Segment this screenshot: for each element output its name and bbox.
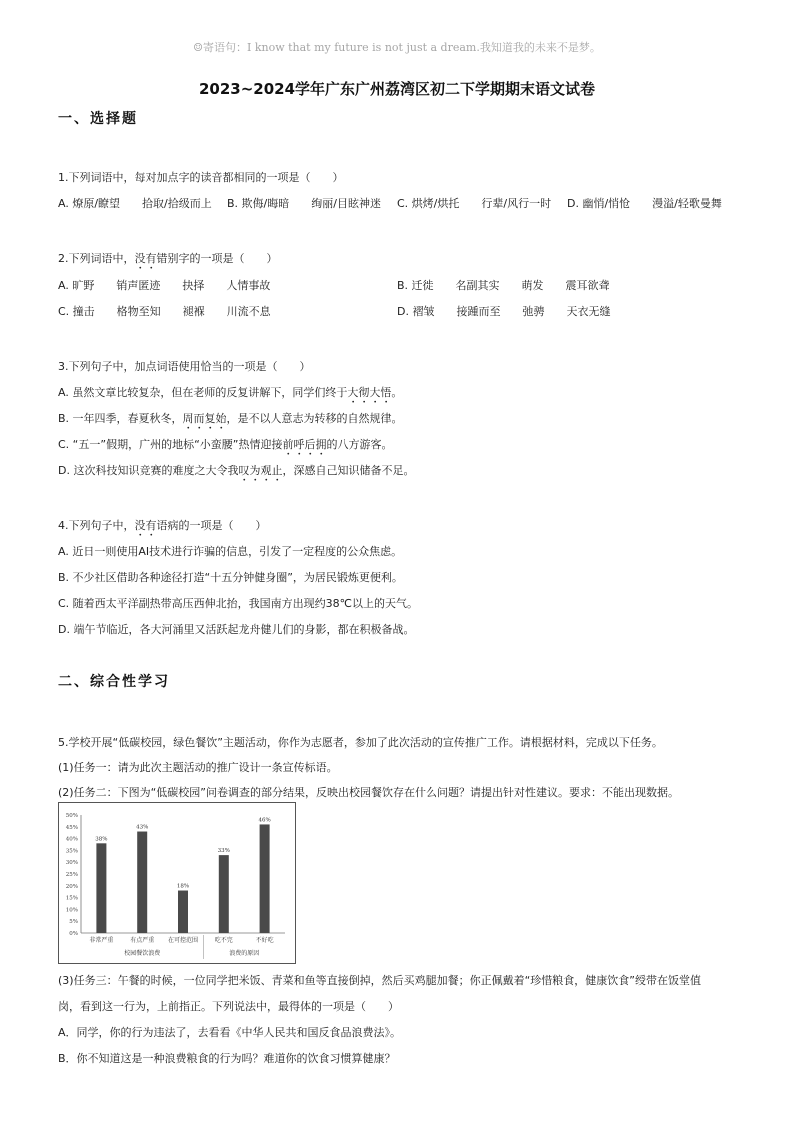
stem-emphasis: 没有 bbox=[134, 519, 157, 532]
option-emphasis: 前呼后拥 bbox=[282, 438, 327, 451]
stem-text: 错别字的一项是（ ） bbox=[156, 252, 278, 265]
option-text: C. “五一”假期，广州的地标“小蛮腰”热情迎接 bbox=[58, 438, 283, 451]
question-3-option-a[interactable] bbox=[58, 384, 402, 406]
question-5-option-a[interactable]: A．同学，你的行为违法了，去看看《中华人民共和国反食品浪费法》。 bbox=[58, 1026, 402, 1039]
stem-text: 2.下列词语中， bbox=[58, 252, 135, 265]
stem-emphasis: 没有 bbox=[134, 252, 157, 265]
question-5-option-b[interactable]: B．你不知道这是一种浪费粮食的行为吗？难道你的饮食习惯算健康？ bbox=[58, 1052, 396, 1065]
group-label: 校园餐饮浪费 bbox=[124, 950, 161, 957]
question-1-option-c[interactable] bbox=[397, 195, 551, 211]
section-heading-comprehensive: 二、综合性学习 bbox=[58, 674, 170, 690]
stem-text: 语病的一项是（ ） bbox=[156, 519, 267, 532]
option-text: A. 虽然文章比较复杂，但在老师的反复讲解下，同学们终于 bbox=[58, 386, 348, 399]
option-text: B. 一年四季，春夏秋冬， bbox=[58, 412, 183, 425]
bar bbox=[178, 891, 188, 933]
question-1-option-b[interactable] bbox=[227, 195, 381, 211]
question-4-option-a[interactable]: A. 近日一则使用AI技术进行诈骗的信息，引发了一定程度的公众焦虑。 bbox=[58, 545, 403, 558]
bar-value-label: 38% bbox=[95, 836, 108, 843]
option-text: 幽悄/悄怆 漫溢/轻歌曼舞 bbox=[582, 197, 722, 210]
question-1-option-d[interactable] bbox=[567, 195, 722, 211]
y-tick-label: 5% bbox=[69, 919, 78, 926]
option-text: 欺侮/晦暗 绚丽/目眩神迷 bbox=[241, 197, 381, 210]
question-3-option-c[interactable] bbox=[58, 436, 392, 458]
option-emphasis: 大彻大悟 bbox=[347, 386, 392, 399]
option-emphasis: 叹为观止 bbox=[238, 464, 283, 477]
question-5-task-3-line-2: 岗，看到这一行为，上前指正。下列说法中，最得体的一项是（ ） bbox=[58, 1000, 399, 1013]
bar-value-label: 33% bbox=[217, 848, 230, 855]
x-tick-label: 吃不完 bbox=[214, 937, 233, 944]
option-text: ，深感自己知识储备不足。 bbox=[282, 464, 415, 477]
bar bbox=[96, 843, 106, 933]
question-2-option-c[interactable]: C. 撞击 格物至知 褪褓 川流不息 bbox=[58, 305, 271, 318]
y-tick-label: 35% bbox=[65, 848, 78, 855]
option-text: 的八方游客。 bbox=[326, 438, 393, 451]
x-tick-label: 在可控范围 bbox=[167, 937, 199, 944]
option-label: B. bbox=[227, 197, 239, 210]
y-tick-label: 20% bbox=[65, 883, 78, 890]
question-4-option-c[interactable]: C. 随着西太平洋副热带高压西伸北抬，我国南方出现约38℃以上的天气。 bbox=[58, 597, 419, 610]
chart-canvas bbox=[59, 803, 295, 963]
question-2-option-a[interactable]: A. 旷野 销声匿迹 抉择 人情事故 bbox=[58, 279, 271, 292]
stem-text: 4.下列句子中， bbox=[58, 519, 135, 532]
header-motto: ☺寄语句：I know that my future is not just a dream.我知道我的未来不是梦。 bbox=[193, 41, 601, 54]
bar-value-label: 43% bbox=[136, 824, 149, 831]
question-2-option-b[interactable]: B. 迁徙 名副其实 萌发 震耳欲聋 bbox=[397, 279, 610, 292]
question-5-stem: 5.学校开展“低碳校园，绿色餐饮”主题活动，你作为志愿者，参加了此次活动的宣传推广工作。请根据材料，完成以下任务。 bbox=[58, 736, 663, 749]
y-tick-label: 10% bbox=[65, 907, 78, 914]
question-3-option-b[interactable] bbox=[58, 410, 403, 432]
question-1-stem: 1.下列词语中，每对加点字的读音都相同的一项是（ ） bbox=[58, 171, 344, 184]
page-title: 2023~2024学年广东广州荔湾区初二下学期期末语文试卷 bbox=[198, 80, 596, 98]
option-label: D. bbox=[567, 197, 579, 210]
y-tick-label: 0% bbox=[69, 931, 78, 937]
question-4-stem bbox=[58, 517, 267, 539]
option-text: ，是不以人意志为转移的自然规律。 bbox=[226, 412, 403, 425]
option-text: D. 这次科技知识竞赛的难度之大令我 bbox=[58, 464, 239, 477]
x-tick-label: 不好吃 bbox=[255, 937, 274, 944]
option-label: C. bbox=[397, 197, 409, 210]
y-tick-label: 45% bbox=[65, 824, 78, 831]
bar-value-label: 18% bbox=[176, 883, 190, 890]
option-emphasis: 周而复始 bbox=[182, 412, 227, 425]
question-4-option-b[interactable]: B. 不少社区借助各种途径打造“十五分钟健身圈”，为居民锻炼更便利。 bbox=[58, 571, 403, 584]
question-3-option-d[interactable] bbox=[58, 462, 414, 484]
section-heading-choice: 一、选择题 bbox=[58, 111, 138, 127]
question-5-task-3-line-1: (3)任务三：午餐的时候，一位同学把米饭、青菜和鱼等直接倒掉，然后买鸡腿加餐；你正佩戴着“珍惜粮食，健康饮食”绶带在饭堂值 bbox=[58, 974, 701, 987]
y-tick-label: 40% bbox=[65, 836, 78, 843]
option-text: 烘烤/烘托 行辈/风行一时 bbox=[411, 197, 552, 210]
bar-value-label: 46% bbox=[258, 817, 271, 824]
x-tick-label: 有点严重 bbox=[130, 937, 155, 944]
question-2-option-d[interactable]: D. 褶皱 接踵而至 弛骋 天衣无缝 bbox=[397, 305, 611, 318]
bar bbox=[219, 855, 229, 933]
bar bbox=[137, 832, 147, 933]
y-tick-label: 25% bbox=[65, 872, 78, 878]
question-1-option-a[interactable] bbox=[58, 195, 212, 211]
group-label: 浪费的原因 bbox=[229, 950, 260, 957]
option-text: 。 bbox=[391, 386, 403, 399]
option-text: 燎原/瞭望 拾取/拾级而上 bbox=[72, 197, 212, 210]
question-5-task-1: (1)任务一：请为此次主题活动的推广设计一条宣传标语。 bbox=[58, 761, 338, 774]
y-tick-label: 15% bbox=[65, 895, 78, 902]
question-2-stem bbox=[58, 250, 278, 272]
y-tick-label: 50% bbox=[65, 813, 78, 819]
survey-bar-chart bbox=[58, 802, 296, 964]
option-label: A. bbox=[58, 197, 69, 210]
bar bbox=[260, 824, 270, 933]
question-5-task-2: (2)任务二：下图为“低碳校园”问卷调查的部分结果，反映出校园餐饮存在什么问题？请提出针对性建议。要求：不能出现数据。 bbox=[58, 786, 679, 799]
question-4-option-d[interactable]: D. 端午节临近，各大河涌里又活跃起龙舟健儿们的身影，都在积极备战。 bbox=[58, 623, 415, 636]
question-3-stem: 3.下列句子中，加点词语使用恰当的一项是（ ） bbox=[58, 360, 311, 373]
x-tick-label: 非常严重 bbox=[89, 937, 114, 944]
y-tick-label: 30% bbox=[65, 860, 78, 867]
